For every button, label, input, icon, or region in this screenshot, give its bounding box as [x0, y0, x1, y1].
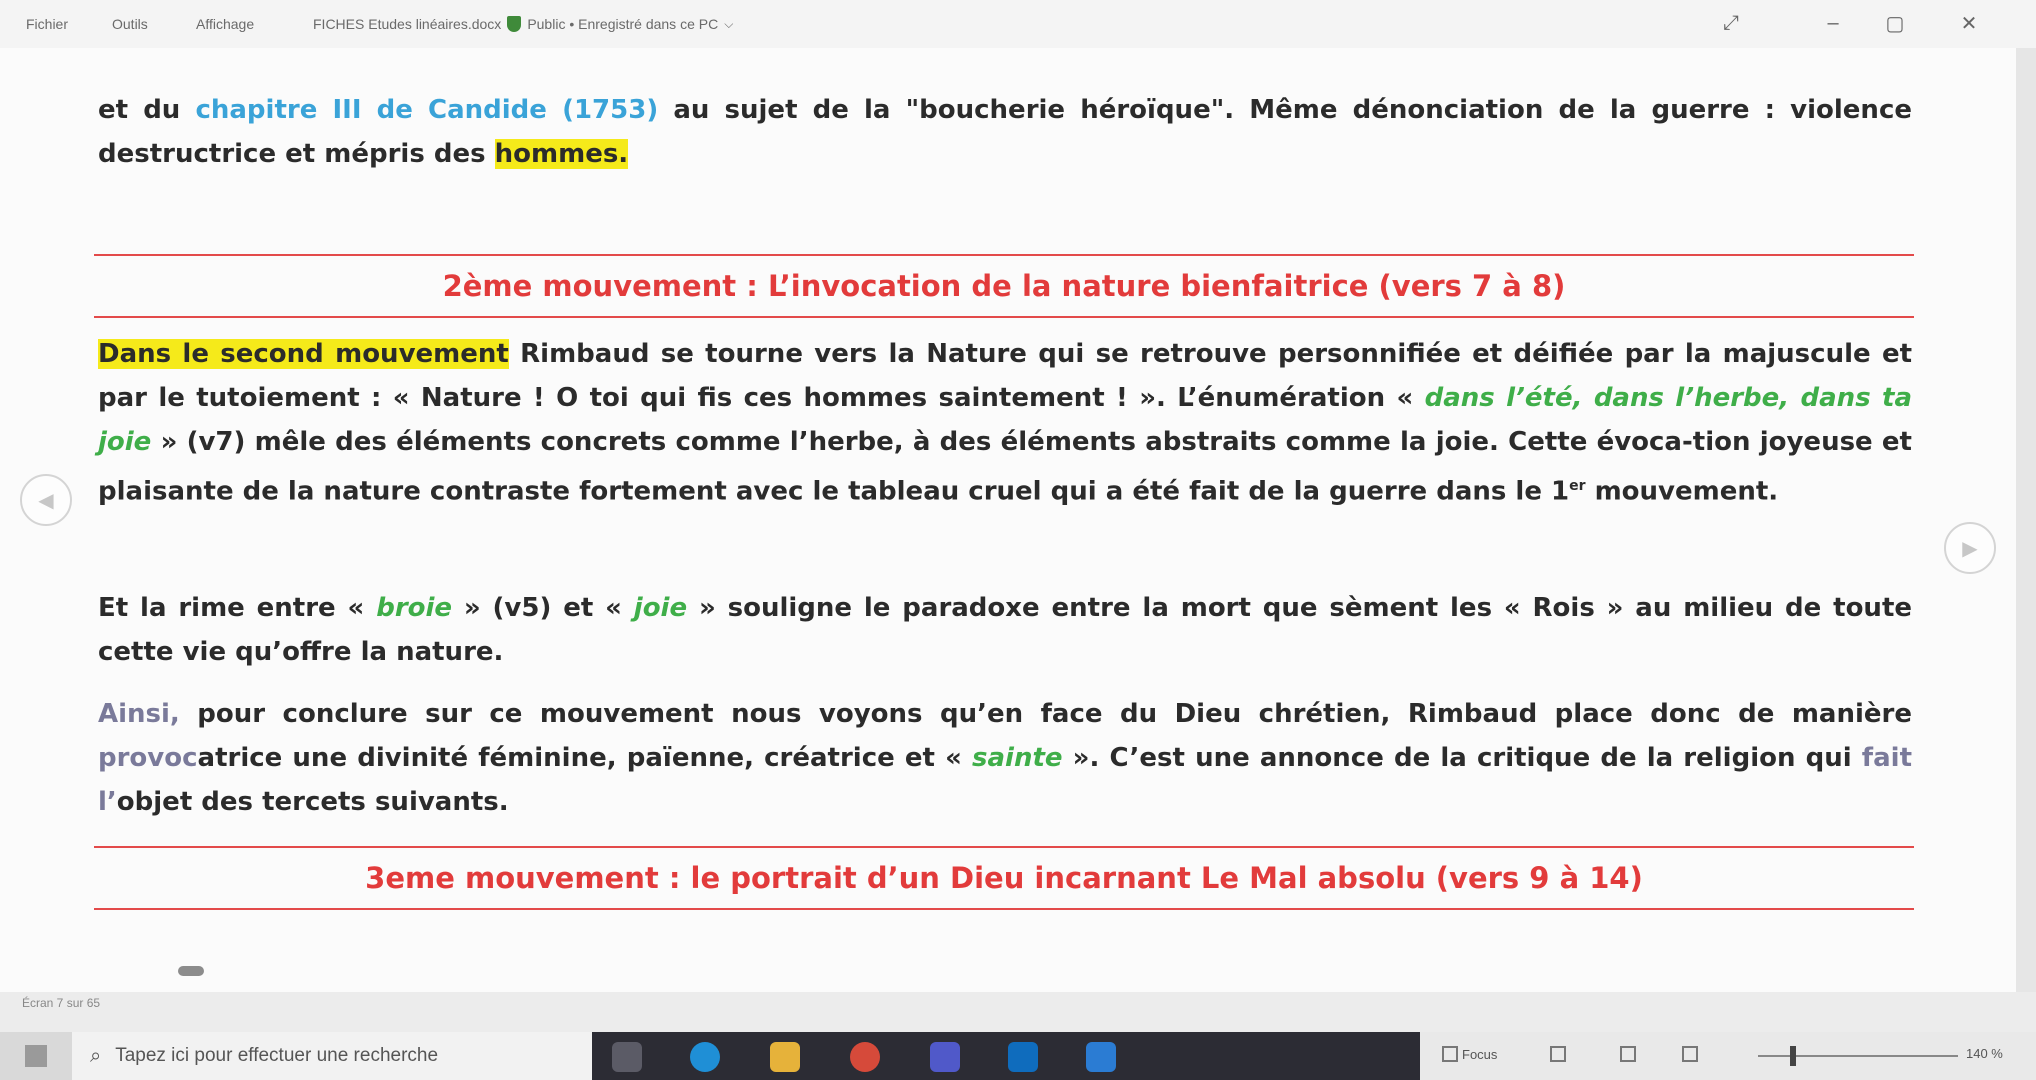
quote-text: broie [376, 593, 453, 623]
text: Rimbaud se tourne vers la Nature qui se retrouve personnifiée et déifiée par la majuscule et par le tutoiement : « Nature ! O toi qui fis ces hommes saintement ! ». L’énumération « [98, 339, 1913, 413]
web-layout-icon [1682, 1046, 1698, 1062]
print-layout-icon [1620, 1046, 1636, 1062]
reader-status-bar [1420, 1032, 2036, 1080]
restore-icon[interactable]: ⤢ [1723, 11, 1739, 34]
text: fait l’ [98, 743, 1912, 817]
edge-icon[interactable] [690, 1042, 720, 1072]
text: Et la rime entre « [98, 593, 377, 623]
reference-candide: chapitre III de Candide (1753) [195, 95, 659, 125]
menu-fichier[interactable]: Fichier [26, 16, 69, 32]
highlighted-text: Dans le second mouvement [98, 339, 509, 369]
quote-text: joie [633, 593, 688, 623]
zoom-level[interactable]: 140 % [1966, 1046, 2003, 1061]
minimize-icon[interactable]: – [1827, 11, 1839, 34]
focus-button[interactable] [1442, 1046, 1497, 1062]
menu-outils[interactable]: Outils [112, 16, 148, 32]
search-placeholder: Tapez ici pour effectuer une recherche [115, 1045, 439, 1066]
text: pour conclure sur ce mouvement nous voyons qu’en face du Dieu chrétien, Rimbaud place donc de manière [179, 699, 1912, 729]
file-explorer-icon[interactable] [770, 1042, 800, 1072]
text: atrice une divinité féminine, païenne, créatrice et « [197, 743, 973, 773]
text: provoc [98, 743, 198, 773]
focus-label: Focus [1462, 1046, 1498, 1062]
read-mode-icon [1550, 1046, 1566, 1062]
read-mode-button[interactable] [1550, 1046, 1566, 1062]
outlook-icon[interactable] [1008, 1042, 1038, 1072]
document-title[interactable] [313, 16, 733, 32]
highlighted-text: hommes. [494, 139, 629, 169]
close-icon[interactable]: ✕ [1960, 12, 1978, 35]
vertical-scrollbar[interactable] [2016, 48, 2036, 992]
superscript: er [1569, 478, 1586, 494]
shield-icon [507, 16, 521, 32]
filename: FICHES Etudes linéaires.docx [313, 16, 502, 32]
section-heading-2: 2ème mouvement : L’invocation de la nature bienfaitrice (vers 7 à 8) [94, 254, 1914, 318]
taskbar-search[interactable] [72, 1032, 592, 1080]
text: au sujet de la "boucherie héroïque". Même dénonciation de la guerre : violence destructrice et mépris des [98, 95, 1912, 169]
document-page [0, 48, 2016, 992]
text: ». C’est une annonce de la critique de la religion qui [1062, 743, 1862, 773]
web-layout-button[interactable] [1682, 1046, 1698, 1062]
task-view-icon[interactable] [612, 1042, 642, 1072]
quote-text: dans l’été, dans l’herbe, dans ta joie [98, 383, 1912, 457]
page-counter: Écran 7 sur 65 [22, 996, 101, 1010]
start-button[interactable] [0, 1032, 72, 1080]
menu-affichage[interactable]: Affichage [196, 16, 255, 32]
chevron-down-icon[interactable]: ⌵ [724, 16, 734, 31]
page-indicator-thumb [178, 966, 204, 976]
zoom-slider-thumb[interactable] [1790, 1046, 1796, 1066]
previous-page-button[interactable] [20, 474, 72, 526]
text: » (v5) et « [452, 593, 634, 623]
text: objet des tercets suivants. [116, 787, 509, 817]
quote-text: sainte [972, 743, 1063, 773]
windows-icon [25, 1045, 47, 1067]
print-layout-button[interactable] [1620, 1046, 1636, 1062]
save-status: Public • Enregistré dans ce PC [527, 16, 719, 32]
zoom-slider[interactable] [1758, 1055, 1958, 1057]
title-bar [0, 0, 2036, 49]
paragraph-second-movement [98, 332, 1912, 514]
text: et du [98, 95, 196, 125]
paragraph-candide [98, 88, 1912, 176]
browser-icon[interactable] [850, 1042, 880, 1072]
text: mouvement. [1585, 476, 1779, 507]
paragraph-conclusion [98, 692, 1912, 824]
text: » souligne le paradoxe entre la mort que sèment les « Rois » au milieu de toute cette vie qu’offre la nature. [98, 593, 1913, 667]
paragraph-rhyme [98, 586, 1912, 674]
focus-icon [1442, 1046, 1458, 1062]
text: » (v7) mêle des éléments concrets comme l’herbe, à des éléments abstraits comme la joie. Cette évoca-tion joyeuse et plaisante de la nature contraste fortement avec le tableau cruel qui a été fait de la guerre dans le 1 [98, 427, 1912, 507]
section-heading-3: 3eme mouvement : le portrait d’un Dieu incarnant Le Mal absolu (vers 9 à 14) [94, 846, 1914, 910]
next-page-button[interactable] [1944, 522, 1996, 574]
chevron-left-icon: ◀ [38, 488, 54, 512]
teams-icon[interactable] [930, 1042, 960, 1072]
chevron-right-icon: ▶ [1962, 536, 1978, 560]
text: Ainsi, [98, 699, 180, 729]
search-icon: ⌕ [90, 1044, 102, 1067]
word-icon[interactable] [1086, 1042, 1116, 1072]
maximize-icon[interactable]: ▢ [1885, 12, 1905, 35]
